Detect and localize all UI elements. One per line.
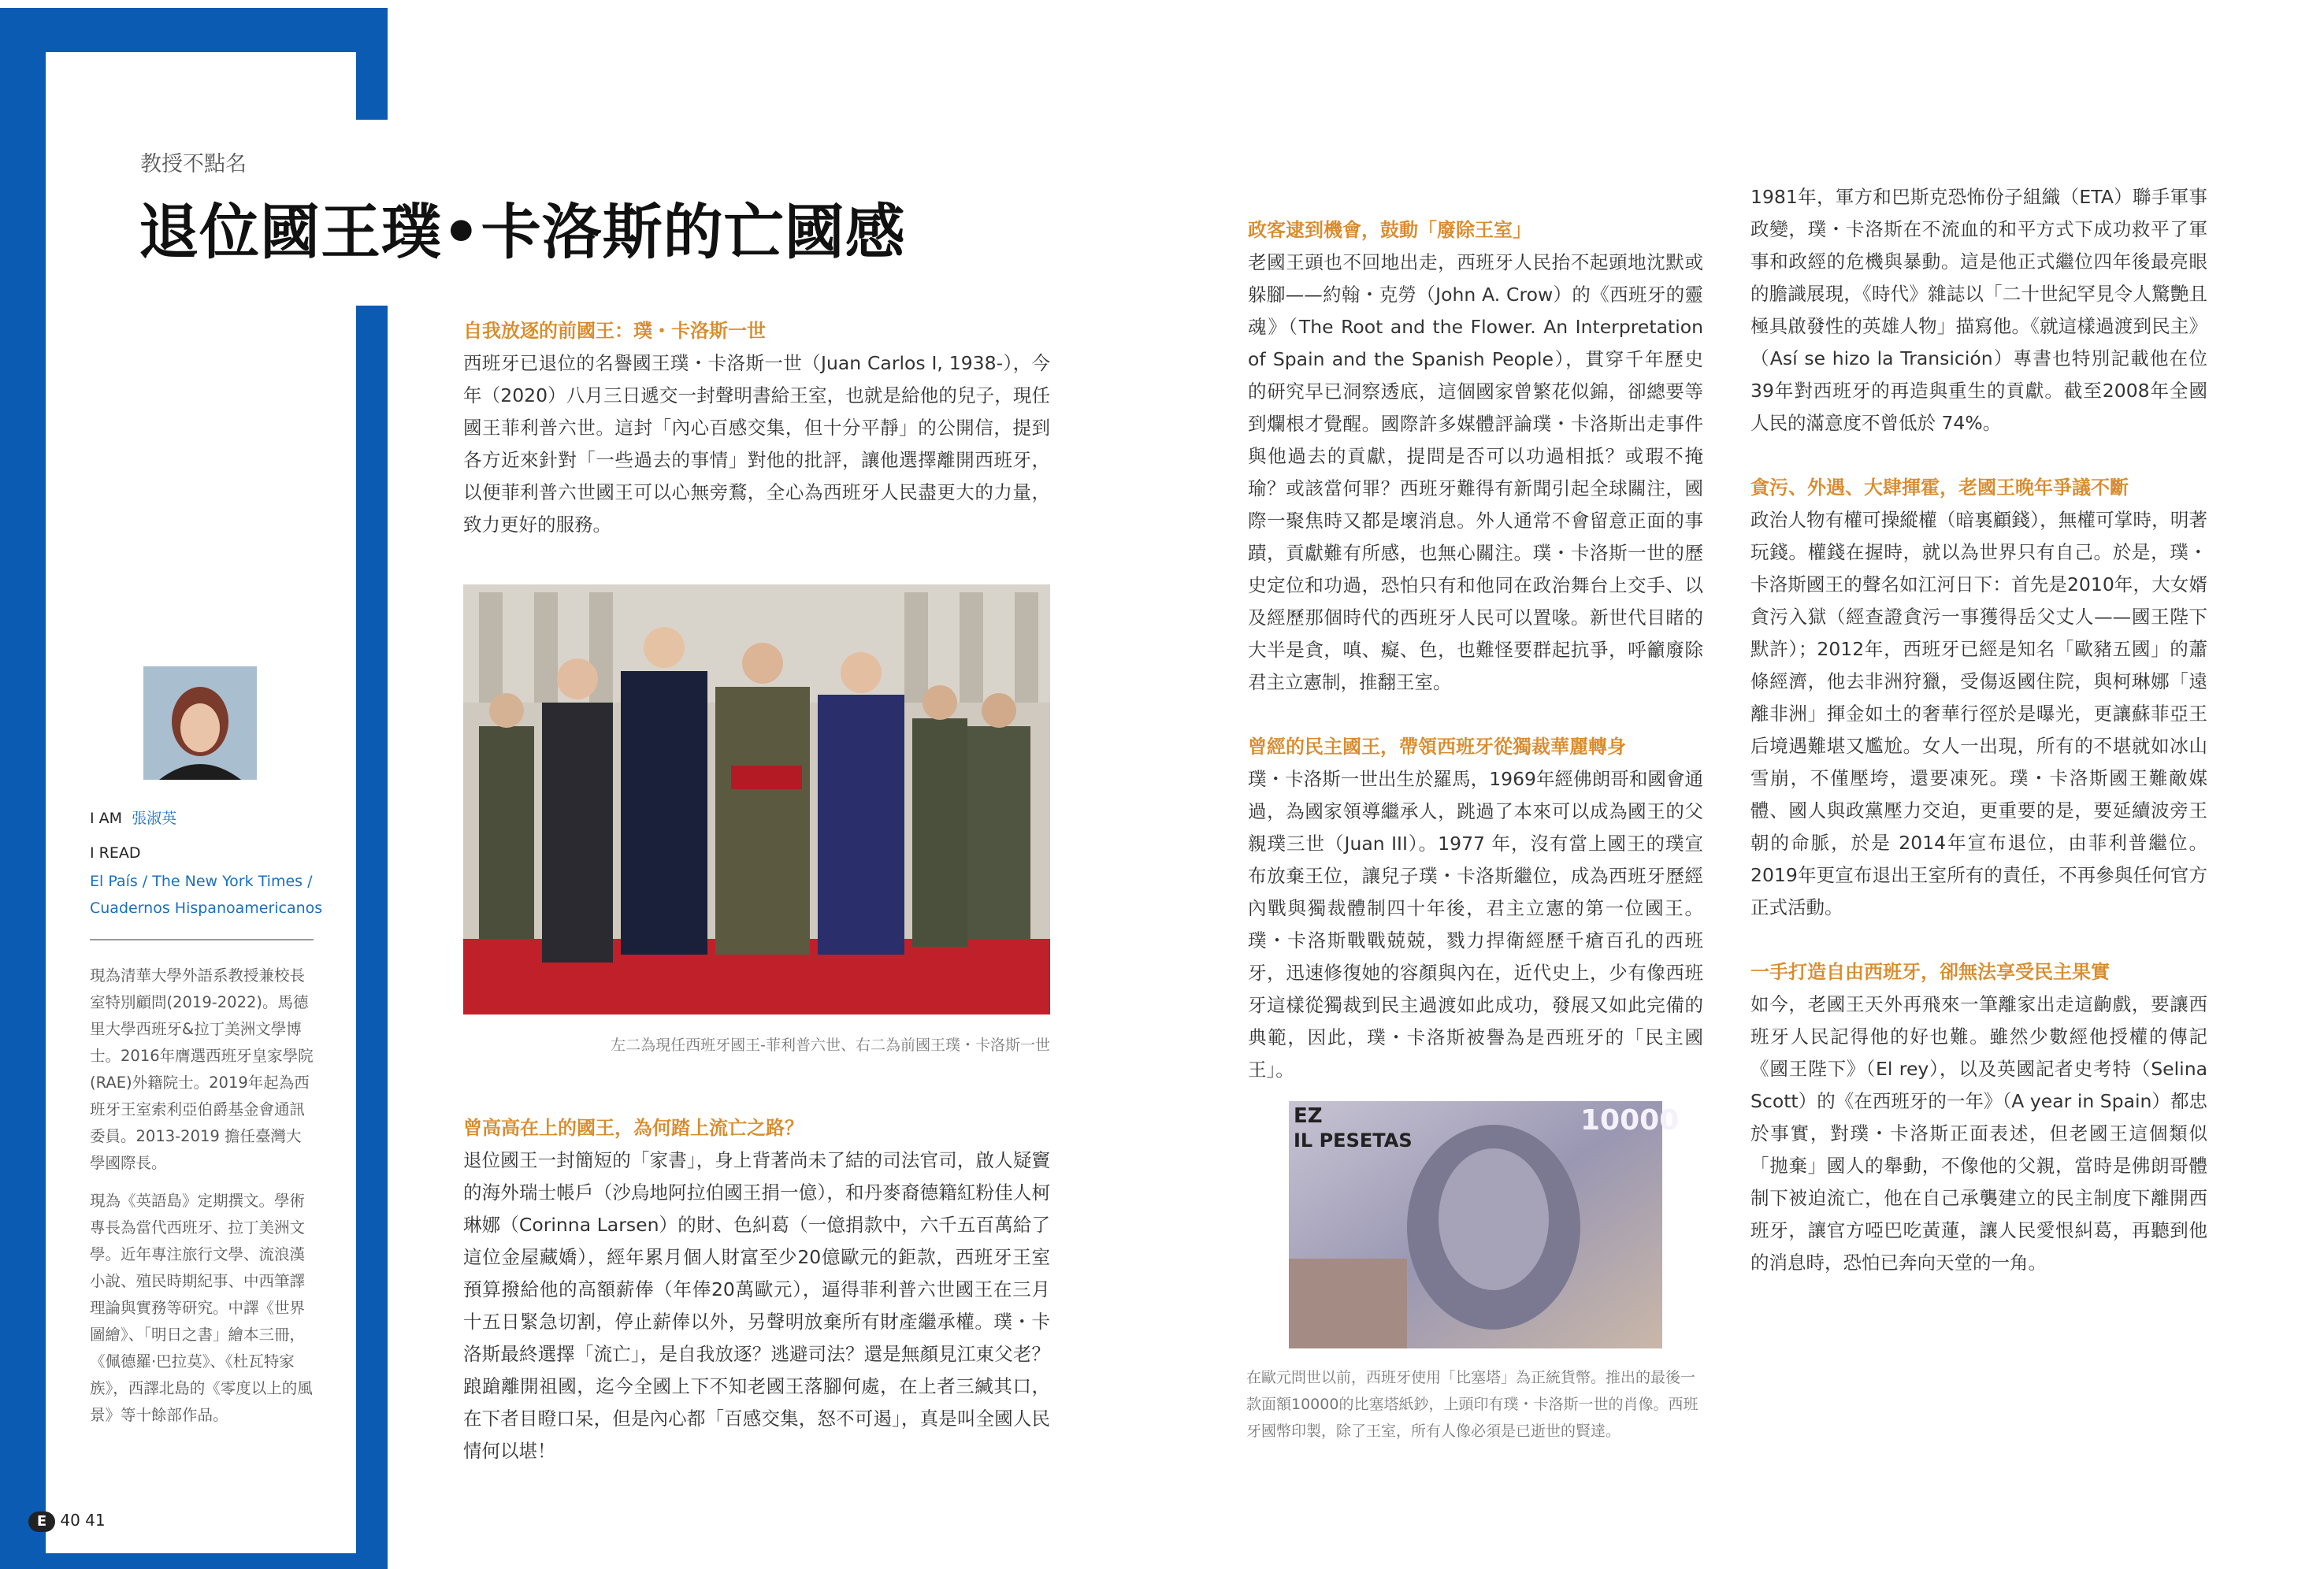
iam-label: I AM xyxy=(90,810,123,827)
body-paragraph: 璞・卡洛斯一世出生於羅馬，1969年經佛朗哥和國會通過，為國家領導繼承人，跳過了本來可以成為國王的父親璞三世（Juan III）。1977 年，沒有當上國王的璞宣布放棄王位，讓兒子璞・卡洛斯繼位，成為西班牙歷經內戰與獨裁體制四十年後，君主立憲的第一位國王。璞・卡洛斯戰戰兢兢，戮力捍衛經歷千瘡百孔的西班牙，迅速修復她的容顏與內在，近代史上，少有像西班牙這樣從獨裁到民主過渡如此成功，發展又如此完備的典範，因此，璞・卡洛斯被譽為是西班牙的「民主國王」。 xyxy=(1248,768,1703,1081)
page-footer xyxy=(28,1511,106,1532)
column-1-top xyxy=(463,315,1050,541)
royal-family-photo xyxy=(463,584,1050,1014)
body-paragraph: 老國王頭也不回地出走，西班牙人民抬不起頭地沈默或躲腳——約翰・克勞（John A. Crow）的《西班牙的靈魂》（The Root and the Flower. An Interpretation of Spain and the Spanish People），貫穿千年歷史的研究早已洞察透底，這個國家曾繁花似錦，卻總要等到爛根才覺醒。國際許多媒體評論璞・卡洛斯出走事件與他過去的貢獻，提問是否可以功過相抵？或瑕不掩瑜？或該當何罪？西班牙難得有新聞引起全球關注，國際一聚焦時又都是壞消息。外人通常不會留意正面的事蹟，貢獻難有所感，也無心關注。璞・卡洛斯一世的歷史定位和功過，恐怕只有和他同在政治舞台上交手、以及經歷那個時代的西班牙人民可以置喙。新世代目睹的大半是貪，嗔、癡、色，也難怪要群起抗爭，呼籲廢除君主立憲制，推翻王室。 xyxy=(1248,251,1703,693)
body-paragraph: 西班牙已退位的名譽國王璞・卡洛斯一世（Juan Carlos I, 1938-），今年（2020）八月三日遞交一封聲明書給王室，也就是給他的兒子，現任國王菲利普六世。這封「內心百感交集，但十分平靜」的公開信，提到各方近來針對「一些過去的事情」對他的批評，讓他選擇離開西班牙，以便菲利普六世國王可以心無旁鶩，全心為西班牙人民盡更大的力量，致力更好的服務。 xyxy=(463,352,1050,536)
banknote-label: IL PESETAS xyxy=(1294,1129,1413,1152)
author-reads xyxy=(90,868,322,922)
author-name: 張淑英 xyxy=(132,810,177,827)
bio-paragraph: 現為《英語島》定期撰文。學術專長為當代西班牙、拉丁美洲文學。近年專注旅行文學、流浪漢小說、殖民時期紀事、中西筆譯理論與實務等研究。中譯《世界圖繪》、「明日之書」繪本三冊，《佩德羅·巴拉莫》、《杜瓦特家族》，西譯北島的《零度以上的風景》等十餘部作品。 xyxy=(90,1192,313,1424)
author-avatar xyxy=(143,666,257,780)
body-paragraph: 退位國王一封簡短的「家書」，身上背著尚未了結的司法官司，啟人疑竇的海外瑞士帳戶（沙烏地阿拉伯國王捐一億），和丹麥裔德籍紅粉佳人柯琳娜（Corinna Larsen）的財、色糾葛（一億捐款中，六千五百萬給了這位金屋藏嬌），經年累月個人財富至少20億歐元的鉅款，西班牙王室預算撥給他的高額薪俸（年俸20萬歐元），逼得菲利普六世國王在三月十五日緊急切割，停止薪俸以外，另聲明放棄所有財產繼承權。璞・卡洛斯最終選擇「流亡」，是自我放逐？逃避司法？還是無顏見江東父老？踉蹌離開祖國，迄今全國上下不知老國王落腳何處，在上者三緘其口，在下者目瞪口呆，但是內心都「百感交集，怒不可遏」，真是叫全國人民情何以堪！ xyxy=(463,1149,1050,1462)
banknote-image xyxy=(1289,1101,1680,1348)
author-bio xyxy=(90,963,314,1440)
column-1-bottom xyxy=(463,1112,1050,1467)
column-2 xyxy=(1248,214,1703,1086)
section-kicker: 教授不點名 xyxy=(140,152,247,176)
page-numbers: 40 41 xyxy=(60,1511,106,1530)
body-paragraph: 如今，老國王天外再飛來一筆離家出走這齣戲，要讓西班牙人民記得他的好也難。雖然少數經他授權的傳記《國王陛下》（El rey），以及英國記者史考特（Selina Scott）的《在西班牙的一年》（A year in Spain）都忠於事實，對璞・卡洛斯正面表述，但老國王這個類似「拋棄」國人的舉動，不像他的父親，當時是佛朗哥體制下被迫流亡，他在自己承襲建立的民主制度下離開西班牙，讓官方啞巴吃黃蓮，讓人民愛恨糾葛，再聽到他的消息時，恐怕已奔向天堂的一角。 xyxy=(1750,993,2207,1274)
magazine-badge-icon: E xyxy=(28,1512,55,1532)
bio-paragraph: 現為清華大學外語系教授兼校長室特別顧問(2019-2022)。馬德里大學西班牙&拉丁美洲文學博士。2016年膺選西班牙皇家學院(RAE)外籍院士。2019年起為西班牙王室索利亞伯爵基金會通訊委員。2013-2019 擔任臺灣大學國際長。 xyxy=(90,966,314,1172)
body-paragraph: 政治人物有權可操縱權（暗裏顧錢），無權可掌時，明著玩錢。權錢在握時，就以為世界只有自己。於是，璞・卡洛斯國王的聲名如江河日下：首先是2010年，大女婿貪污入獄（經查證貪污一事獲得岳父丈人——國王陛下默許）；2012年，西班牙已經是知名「歐豬五國」的蕭條經濟，他去非洲狩獵，受傷返國住院，與柯琳娜「遠離非洲」揮金如土的奢華行徑於是曝光，更讓蘇菲亞王后境遇難堪又尷尬。女人一出現，所有的不堪就如冰山雪崩，不僅壓垮，還要凍死。璞・卡洛斯國王難敵媒體、國人與政黨壓力交迫，更重要的是，要延續波旁王朝的命脈，於是 2014年宣布退位，由菲利普繼位。2019年更宣布退出王室所有的責任，不再參與任何官方正式活動。 xyxy=(1750,509,2207,918)
section-heading: 政客逮到機會，鼓動「廢除王室」 xyxy=(1248,219,1531,241)
body-paragraph: 1981年，軍方和巴斯克恐怖份子組織（ETA）聯手軍事政變，璞・卡洛斯在不流血的和平方式下成功救平了軍事和政經的危機與暴動。這是他正式繼位四年後最亮眼的膽識展現，《時代》雜誌以「二十世紀罕見令人驚艷且極具啟發性的英雄人物」描寫他。《就這樣過渡到民主》（Así se hizo la Transición）專書也特別記載他在位39年對西班牙的再造與重生的貢獻。截至2008年全國人民的滿意度不曾低於 74%。 xyxy=(1750,186,2207,434)
photo-caption: 左二為現任西班牙國王-菲利普六世、右二為前國王璞・卡洛斯一世 xyxy=(611,1037,1050,1054)
author-iam-row xyxy=(90,807,176,828)
reads-line: El País / The New York Times / xyxy=(90,873,313,890)
sidebar-divider xyxy=(90,939,314,940)
banknote-label: EZ xyxy=(1294,1104,1323,1128)
column-3 xyxy=(1750,181,2207,1279)
blue-accent-strip xyxy=(356,306,388,1569)
reads-line: Cuadernos Hispanoamericanos xyxy=(90,899,323,917)
page-title: 退位國王璞•卡洛斯的亡國感 xyxy=(139,197,906,267)
section-heading: 曾經的民主國王，帶領西班牙從獨裁華麗轉身 xyxy=(1248,736,1626,758)
section-heading: 一手打造自由西班牙，卻無法享受民主果實 xyxy=(1750,961,2110,983)
section-heading: 貪污、外遇、大肆揮霍，老國王晚年爭議不斷 xyxy=(1750,477,2129,499)
banknote-denomination: 10000 xyxy=(1580,1104,1680,1137)
section-heading: 自我放逐的前國王：璞・卡洛斯一世 xyxy=(463,320,766,342)
iread-label: I READ xyxy=(90,844,141,862)
section-heading: 曾高高在上的國王，為何踏上流亡之路？ xyxy=(463,1117,804,1139)
banknote-caption: 在歐元問世以前，西班牙使用「比塞塔」為正統貨幣。推出的最後一款面額10000的比塞塔紙鈔，上頭印有璞・卡洛斯一世的肖像。西班牙國幣印製，除了王室，所有人像必須是已逝世的賢達。 xyxy=(1246,1369,1698,1440)
